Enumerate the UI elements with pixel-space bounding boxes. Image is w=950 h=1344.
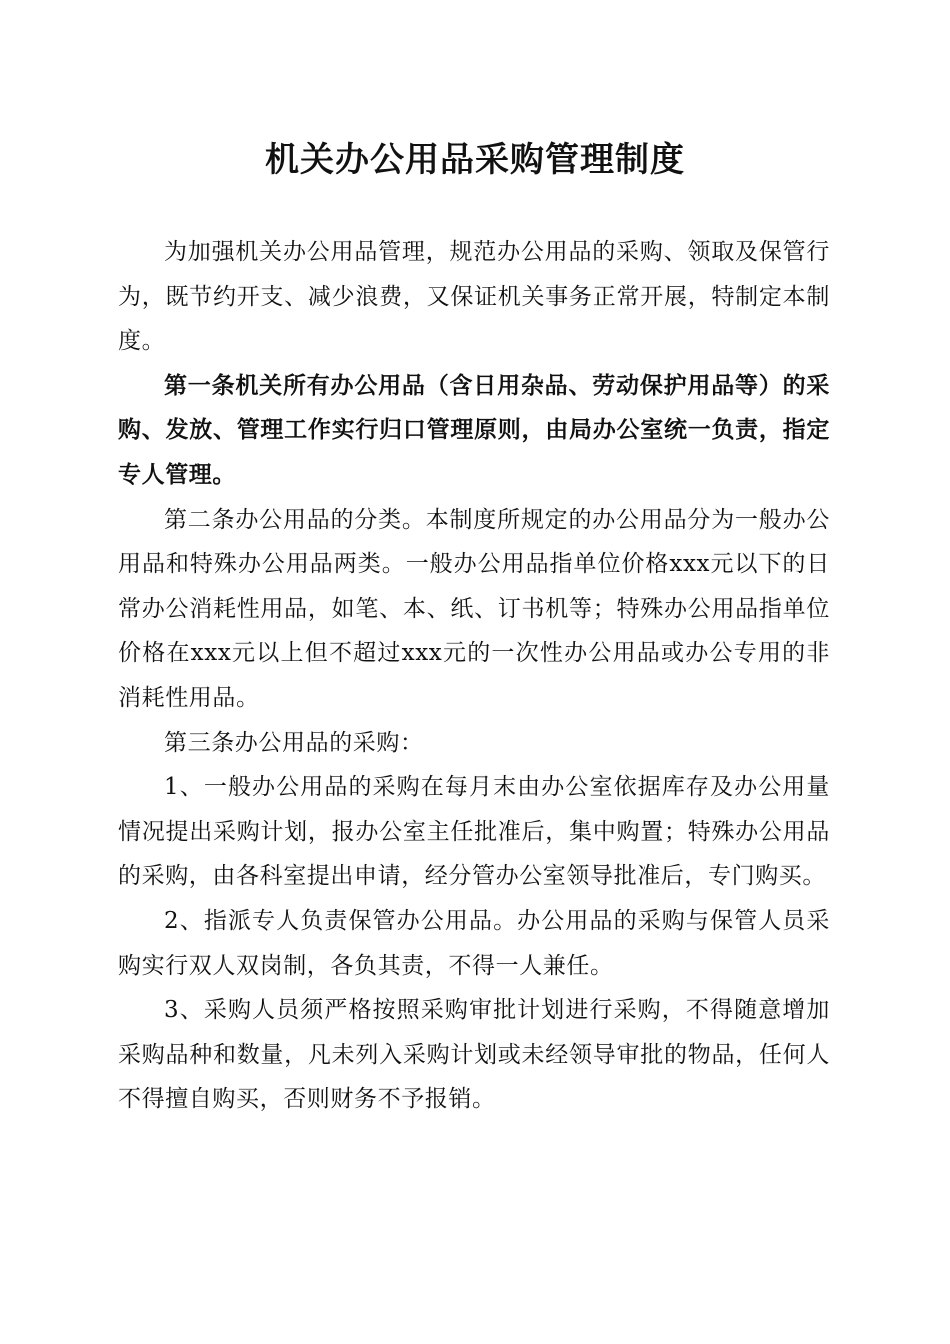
article-3-item-3: 3、采购人员须严格按照采购审批计划进行采购，不得随意增加采购品种和数量，凡未列入采购计划或未经领导审批的物品，任何人不得擅自购买，否则财务不予报销。 [118,997,830,1113]
article-3-item-1: 1、一般办公用品的采购在每月末由办公室依据库存及办公用量情况提出采购计划，报办公室主任批准后，集中购置；特殊办公用品的采购，由各科室提出申请，经分管办公室领导批准后，专门购买。 [118,774,830,890]
article-2-paragraph: 第二条办公用品的分类。本制度所规定的办公用品分为一般办公用品和特殊办公用品两类。一般办公用品指单位价格xxx元以下的日常办公消耗性用品，如笔、本、纸、订书机等；特殊办公用品指单位价格在xxx元以上但不超过xxx元的一次性办公用品或办公专用的非消耗性用品。 [118,506,830,711]
article-3-item-2: 2、指派专人负责保管办公用品。办公用品的采购与保管人员采购实行双人双岗制，各负其责，不得一人兼任。 [118,907,830,979]
intro-paragraph: 为加强机关办公用品管理，规范办公用品的采购、领取及保管行为，既节约开支、减少浪费，又保证机关事务正常开展，特制定本制度。 [118,239,830,355]
article-3-heading: 第三条办公用品的采购： [164,729,424,756]
document-title: 机关办公用品采购管理制度 [265,140,685,180]
document-body [118,230,830,1122]
article-1-paragraph: 第一条机关所有办公用品（含日用杂品、劳动保护用品等）的采购、发放、管理工作实行归口管理原则，由局办公室统一负责，指定专人管理。 [118,371,830,488]
